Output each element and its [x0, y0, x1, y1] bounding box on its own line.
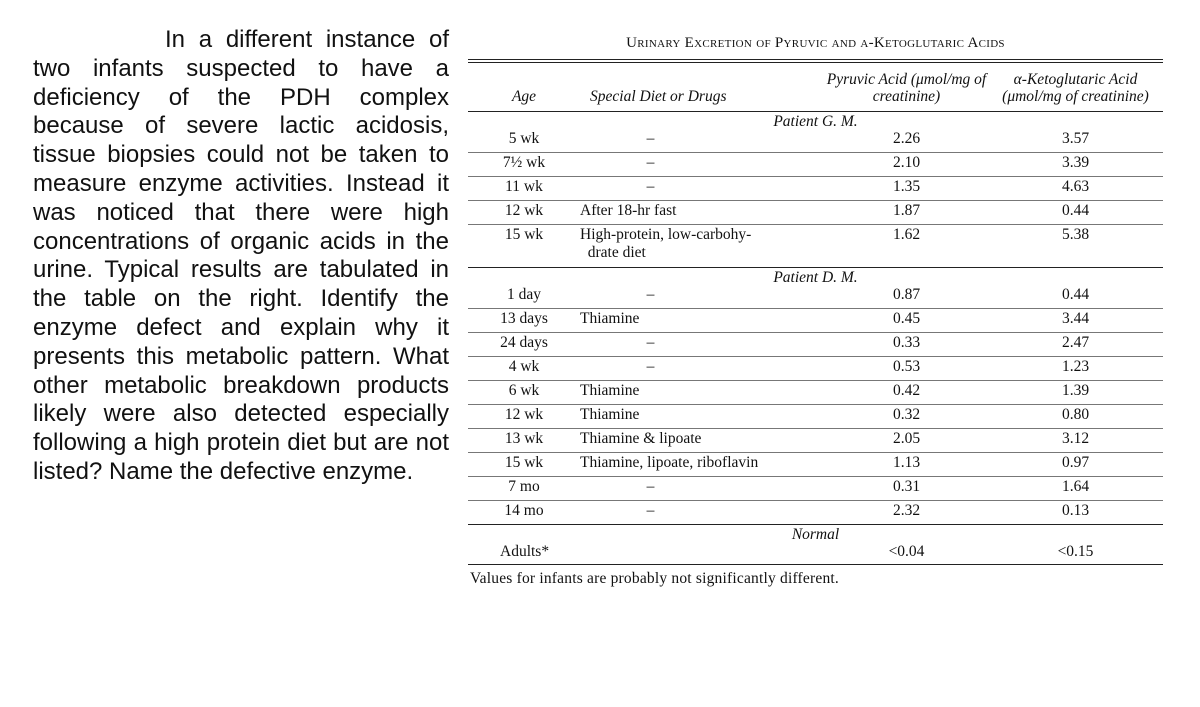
cell-age: Adults*: [468, 542, 580, 565]
cell-akg: 0.13: [988, 501, 1163, 525]
table-row: [468, 405, 1163, 429]
cell-akg: 1.64: [988, 477, 1163, 501]
header-diet: Special Diet or Drugs: [590, 88, 727, 105]
cell-diet: –: [580, 501, 825, 525]
cell-diet: –: [580, 477, 825, 501]
cell-age: 12 wk: [468, 201, 580, 225]
cell-pyruvic: 0.42: [825, 381, 988, 405]
table-row: [468, 153, 1163, 177]
header-pyruvic: Pyruvic Acid (μmol/mg of creatinine): [826, 71, 987, 105]
cell-pyruvic: 2.10: [825, 153, 988, 177]
cell-age: 7 mo: [468, 477, 580, 501]
table-row: [468, 357, 1163, 381]
group-label-normal: Normal: [791, 526, 840, 543]
cell-age: 13 wk: [468, 429, 580, 453]
table-body: [468, 112, 1163, 525]
cell-akg: 1.23: [988, 357, 1163, 381]
cell-age: 15 wk: [468, 453, 580, 477]
table-row-normal: [468, 542, 1163, 565]
cell-age: 5 wk: [468, 129, 580, 153]
cell-age: 24 days: [468, 333, 580, 357]
cell-diet: After 18-hr fast: [580, 201, 825, 225]
group-label-row: [468, 525, 1163, 543]
cell-diet: High-protein, low-carbohy- drate diet: [580, 225, 825, 268]
header-age: Age: [511, 88, 537, 105]
question-text: In a different instance of two infants suspected to have a deficiency of the PDH complex because of severe lactic acidosis, tissue biopsies could not be taken to measure enzyme activities. Instead it was noticed that there were high concentrations of organic acids in the urine. Typical results are tabulated in the table on the right. Identify the enzyme defect and explain why it presents this metabolic pattern. What other metabolic breakdown products likely were also detected especially following a high protein diet but are not listed? Name the defective enzyme.: [33, 26, 449, 485]
cell-akg: 3.57: [988, 129, 1163, 153]
table-row: [468, 129, 1163, 153]
cell-pyruvic: 1.35: [825, 177, 988, 201]
cell-diet: –: [580, 153, 825, 177]
cell-age: 15 wk: [468, 225, 580, 268]
cell-pyruvic: 1.62: [825, 225, 988, 268]
cell-diet: Thiamine: [580, 309, 825, 333]
cell-akg: 1.39: [988, 381, 1163, 405]
table-header-row: [468, 63, 1163, 112]
cell-akg: 2.47: [988, 333, 1163, 357]
cell-age: 11 wk: [468, 177, 580, 201]
cell-diet: Thiamine, lipoate, riboflavin: [580, 453, 825, 477]
cell-age: 1 day: [468, 285, 580, 309]
cell-akg: 3.39: [988, 153, 1163, 177]
table-title: Urinary Excretion of Pyruvic and α-Ketoglutaric Acids: [626, 35, 1005, 51]
cell-diet: –: [580, 285, 825, 309]
cell-diet: Thiamine: [580, 405, 825, 429]
table-row: [468, 309, 1163, 333]
table-row: [468, 225, 1163, 268]
cell-age: 4 wk: [468, 357, 580, 381]
cell-pyruvic: 0.31: [825, 477, 988, 501]
excretion-table: [468, 63, 1163, 565]
excretion-table-panel: [468, 30, 1163, 588]
cell-pyruvic: 0.45: [825, 309, 988, 333]
table-row: [468, 177, 1163, 201]
group-label: Patient D. M.: [773, 269, 858, 286]
cell-akg: 0.97: [988, 453, 1163, 477]
cell-age: 7½ wk: [468, 153, 580, 177]
table-row: [468, 381, 1163, 405]
cell-age: 14 mo: [468, 501, 580, 525]
table-row: [468, 477, 1163, 501]
cell-pyruvic: 2.32: [825, 501, 988, 525]
table-row: [468, 333, 1163, 357]
cell-akg: <0.15: [988, 542, 1163, 565]
cell-akg: 3.44: [988, 309, 1163, 333]
cell-diet: Thiamine & lipoate: [580, 429, 825, 453]
table-footnote: Values for infants are probably not significantly different.: [470, 570, 839, 587]
cell-pyruvic: 1.13: [825, 453, 988, 477]
cell-diet: –: [580, 357, 825, 381]
table-row: [468, 453, 1163, 477]
cell-age: 6 wk: [468, 381, 580, 405]
cell-diet: –: [580, 129, 825, 153]
group-label: Patient G. M.: [773, 113, 858, 130]
cell-age: 13 days: [468, 309, 580, 333]
cell-diet: Thiamine: [580, 381, 825, 405]
cell-diet: [580, 542, 825, 565]
cell-pyruvic: <0.04: [825, 542, 988, 565]
cell-akg: 5.38: [988, 225, 1163, 268]
table-row: [468, 429, 1163, 453]
cell-pyruvic: 0.87: [825, 285, 988, 309]
cell-pyruvic: 2.26: [825, 129, 988, 153]
cell-akg: 4.63: [988, 177, 1163, 201]
normal-section: [468, 525, 1163, 565]
cell-pyruvic: 0.33: [825, 333, 988, 357]
group-label-row: [468, 268, 1163, 286]
table-row: [468, 201, 1163, 225]
cell-diet: –: [580, 177, 825, 201]
cell-pyruvic: 1.87: [825, 201, 988, 225]
table-row: [468, 285, 1163, 309]
cell-akg: 0.44: [988, 201, 1163, 225]
cell-pyruvic: 0.32: [825, 405, 988, 429]
cell-pyruvic: 0.53: [825, 357, 988, 381]
cell-akg: 0.44: [988, 285, 1163, 309]
cell-pyruvic: 2.05: [825, 429, 988, 453]
header-akg: α-Ketoglutaric Acid (μmol/mg of creatinine): [1002, 71, 1149, 105]
table-row: [468, 501, 1163, 525]
cell-diet: –: [580, 333, 825, 357]
cell-akg: 3.12: [988, 429, 1163, 453]
group-label-row: [468, 112, 1163, 130]
cell-akg: 0.80: [988, 405, 1163, 429]
cell-age: 12 wk: [468, 405, 580, 429]
